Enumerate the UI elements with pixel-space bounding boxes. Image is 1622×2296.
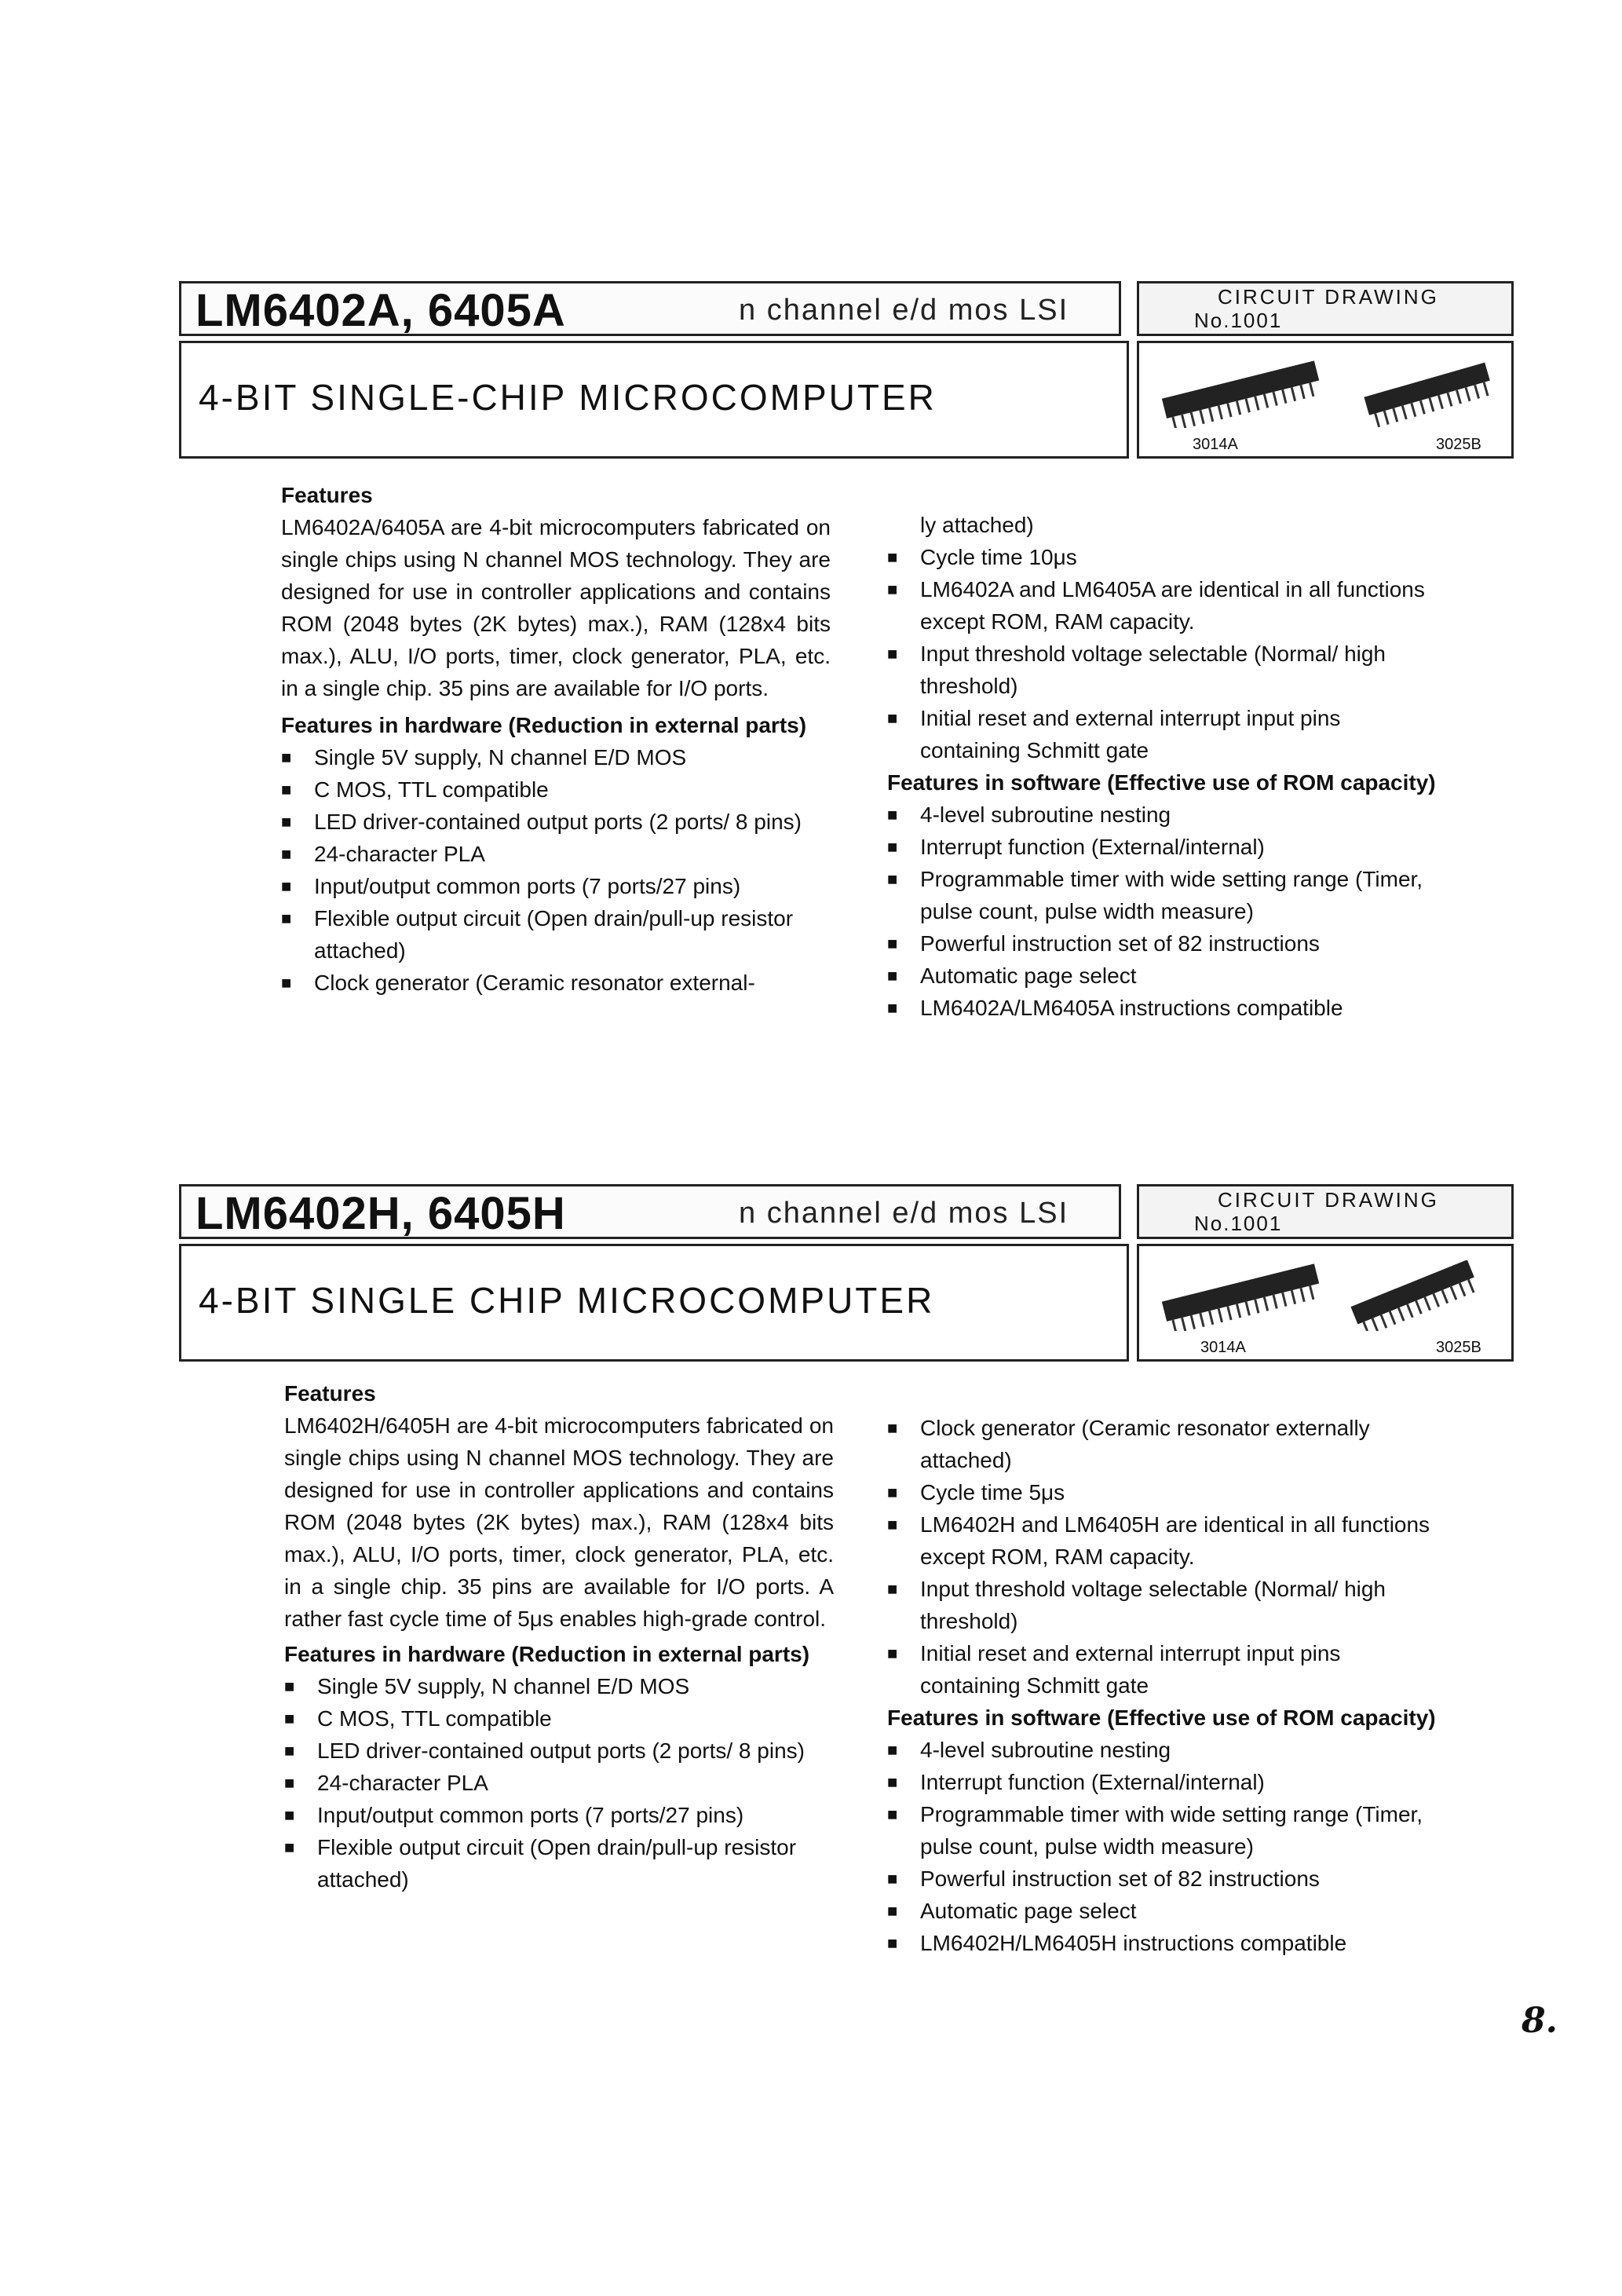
right-column (887, 1412, 1437, 1959)
circuit-drawing-label: CIRCUIT DRAWING (1218, 285, 1439, 309)
package-box (1137, 1244, 1514, 1362)
features-heading: Features (284, 1381, 376, 1406)
list-item: ■ 4-level subroutine nesting (887, 1734, 1437, 1766)
left-column (281, 479, 831, 999)
software-list (887, 1734, 1437, 1959)
list-item: ■ Single 5V supply, N channel E/D MOS (281, 741, 831, 773)
subtitle: 4-BIT SINGLE-CHIP MICROCOMPUTER (199, 377, 937, 418)
list-item: ■ 24-character PLA (284, 1767, 834, 1799)
section-lm6402h (179, 1184, 1514, 2048)
package-label-left: 3014A (1193, 436, 1238, 453)
list-item: ■ Powerful instruction set of 82 instructions (887, 1863, 1437, 1895)
right-column (887, 509, 1437, 1024)
software-heading: Features in software (Effective use of ROM capacity) (887, 770, 1436, 795)
list-item: ■ Cycle time 5μs (887, 1476, 1437, 1508)
list-item: ■ Input/output common ports (7 ports/27 pins) (281, 870, 831, 902)
package-label-left: 3014A (1200, 1339, 1246, 1356)
page-number: 8. (1522, 2001, 1558, 2041)
package-3014a-image (1147, 1260, 1335, 1331)
intro-paragraph: LM6402H/6405H are 4-bit microcomputers fabricated on single chips using N channel MOS technology. They are designed for use in controller applications and contains ROM (2048 bytes (2K bytes) max.), RAM (128x4 bits max.), ALU, I/O ports, timer, clock generator, PLA, etc. in a single chip. 35 pins are available for I/O ports. A rather fast cycle time of 5μs enables high-grade control. (284, 1413, 834, 1631)
left-column (284, 1377, 834, 1896)
section-lm6402a (179, 281, 1514, 1145)
continued-text: ly attached) (920, 513, 1034, 537)
list-item: ■ LM6402H/LM6405H instructions compatible (887, 1927, 1437, 1959)
list-item: ■ Interrupt function (External/internal) (887, 831, 1437, 863)
hardware-heading: Features in hardware (Reduction in external parts) (281, 713, 807, 737)
package-box (1137, 341, 1514, 459)
hardware-heading: Features in hardware (Reduction in external parts) (284, 1642, 810, 1666)
list-item: ■ Clock generator (Ceramic resonator externally attached) (887, 1412, 1437, 1476)
list-item: ■ Powerful instruction set of 82 instructions (887, 927, 1437, 960)
list-item: ■ Interrupt function (External/internal) (887, 1766, 1437, 1798)
intro-paragraph: LM6402A/6405A are 4-bit microcomputers fabricated on single chips using N channel MOS technology. They are designed for use in controller applications and contains ROM (2048 bytes (2K bytes) max.), RAM (128x4 bits max.), ALU, I/O ports, timer, clock generator, PLA, etc. in a single chip. 35 pins are available for I/O ports. (281, 515, 831, 700)
list-item: ■ Initial reset and external interrupt input pins containing Schmitt gate (887, 1637, 1437, 1702)
right-list (887, 541, 1437, 766)
list-item: ■ LM6402A and LM6405A are identical in all functions except ROM, RAM capacity. (887, 573, 1437, 638)
subtitle-box (179, 341, 1129, 459)
subtitle-box (179, 1244, 1129, 1362)
list-item: ■ Automatic page select (887, 1895, 1437, 1927)
list-item: ■ 4-level subroutine nesting (887, 799, 1437, 831)
list-item: ■ Input threshold voltage selectable (Normal/ high threshold) (887, 1573, 1437, 1637)
list-item: ■ LED driver-contained output ports (2 ports/ 8 pins) (284, 1735, 834, 1767)
package-label-right: 3025B (1436, 1339, 1481, 1356)
drawing-number: No.1001 (1194, 1212, 1283, 1235)
circuit-drawing-label: CIRCUIT DRAWING (1218, 1188, 1439, 1212)
software-list (887, 799, 1437, 1024)
right-list (887, 1412, 1437, 1702)
list-item: ■ Flexible output circuit (Open drain/pull-up resistor attached) (284, 1831, 834, 1896)
package-3014a-image (1147, 357, 1335, 428)
list-item: ■ C MOS, TTL compatible (281, 773, 831, 806)
list-item: ■ Programmable timer with wide setting range (Timer, pulse count, pulse width measure) (887, 863, 1437, 927)
channel-label: n channel e/d mos LSI (739, 294, 1069, 327)
drawing-number: No.1001 (1194, 309, 1283, 332)
list-item: ■ LM6402H and LM6405H are identical in all functions except ROM, RAM capacity. (887, 1508, 1437, 1573)
software-heading: Features in software (Effective use of ROM capacity) (887, 1706, 1436, 1730)
list-item: ■ Single 5V supply, N channel E/D MOS (284, 1670, 834, 1702)
list-item: ■ Programmable timer with wide setting range (Timer, pulse count, pulse width measure) (887, 1798, 1437, 1863)
list-item: ■ Clock generator (Ceramic resonator external- (281, 967, 831, 999)
list-item: ■ Cycle time 10μs (887, 541, 1437, 573)
list-item: ■ 24-character PLA (281, 838, 831, 870)
package-3025b-image (1335, 1260, 1492, 1331)
circuit-drawing-box (1137, 281, 1514, 336)
list-item: ■ Input/output common ports (7 ports/27 pins) (284, 1799, 834, 1831)
hardware-list (284, 1670, 834, 1896)
hardware-list (281, 741, 831, 999)
list-item: ■ Initial reset and external interrupt input pins containing Schmitt gate (887, 702, 1437, 766)
circuit-drawing-box (1137, 1184, 1514, 1239)
chip-title: LM6402A, 6405A (195, 285, 566, 336)
subtitle: 4-BIT SINGLE CHIP MICROCOMPUTER (199, 1280, 935, 1321)
channel-label: n channel e/d mos LSI (739, 1197, 1069, 1230)
package-label-right: 3025B (1436, 436, 1481, 453)
list-item: ■ Automatic page select (887, 960, 1437, 992)
title-box (179, 281, 1121, 336)
list-item: ■ Flexible output circuit (Open drain/pull-up resistor attached) (281, 902, 831, 967)
package-3025b-image (1350, 357, 1507, 428)
title-box (179, 1184, 1121, 1239)
features-heading: Features (281, 483, 373, 507)
list-item: ■ LM6402A/LM6405A instructions compatible (887, 992, 1437, 1024)
list-item: ■ C MOS, TTL compatible (284, 1702, 834, 1735)
chip-title: LM6402H, 6405H (195, 1188, 566, 1239)
list-item: ■ LED driver-contained output ports (2 ports/ 8 pins) (281, 806, 831, 838)
list-item: ■ Input threshold voltage selectable (Normal/ high threshold) (887, 638, 1437, 702)
